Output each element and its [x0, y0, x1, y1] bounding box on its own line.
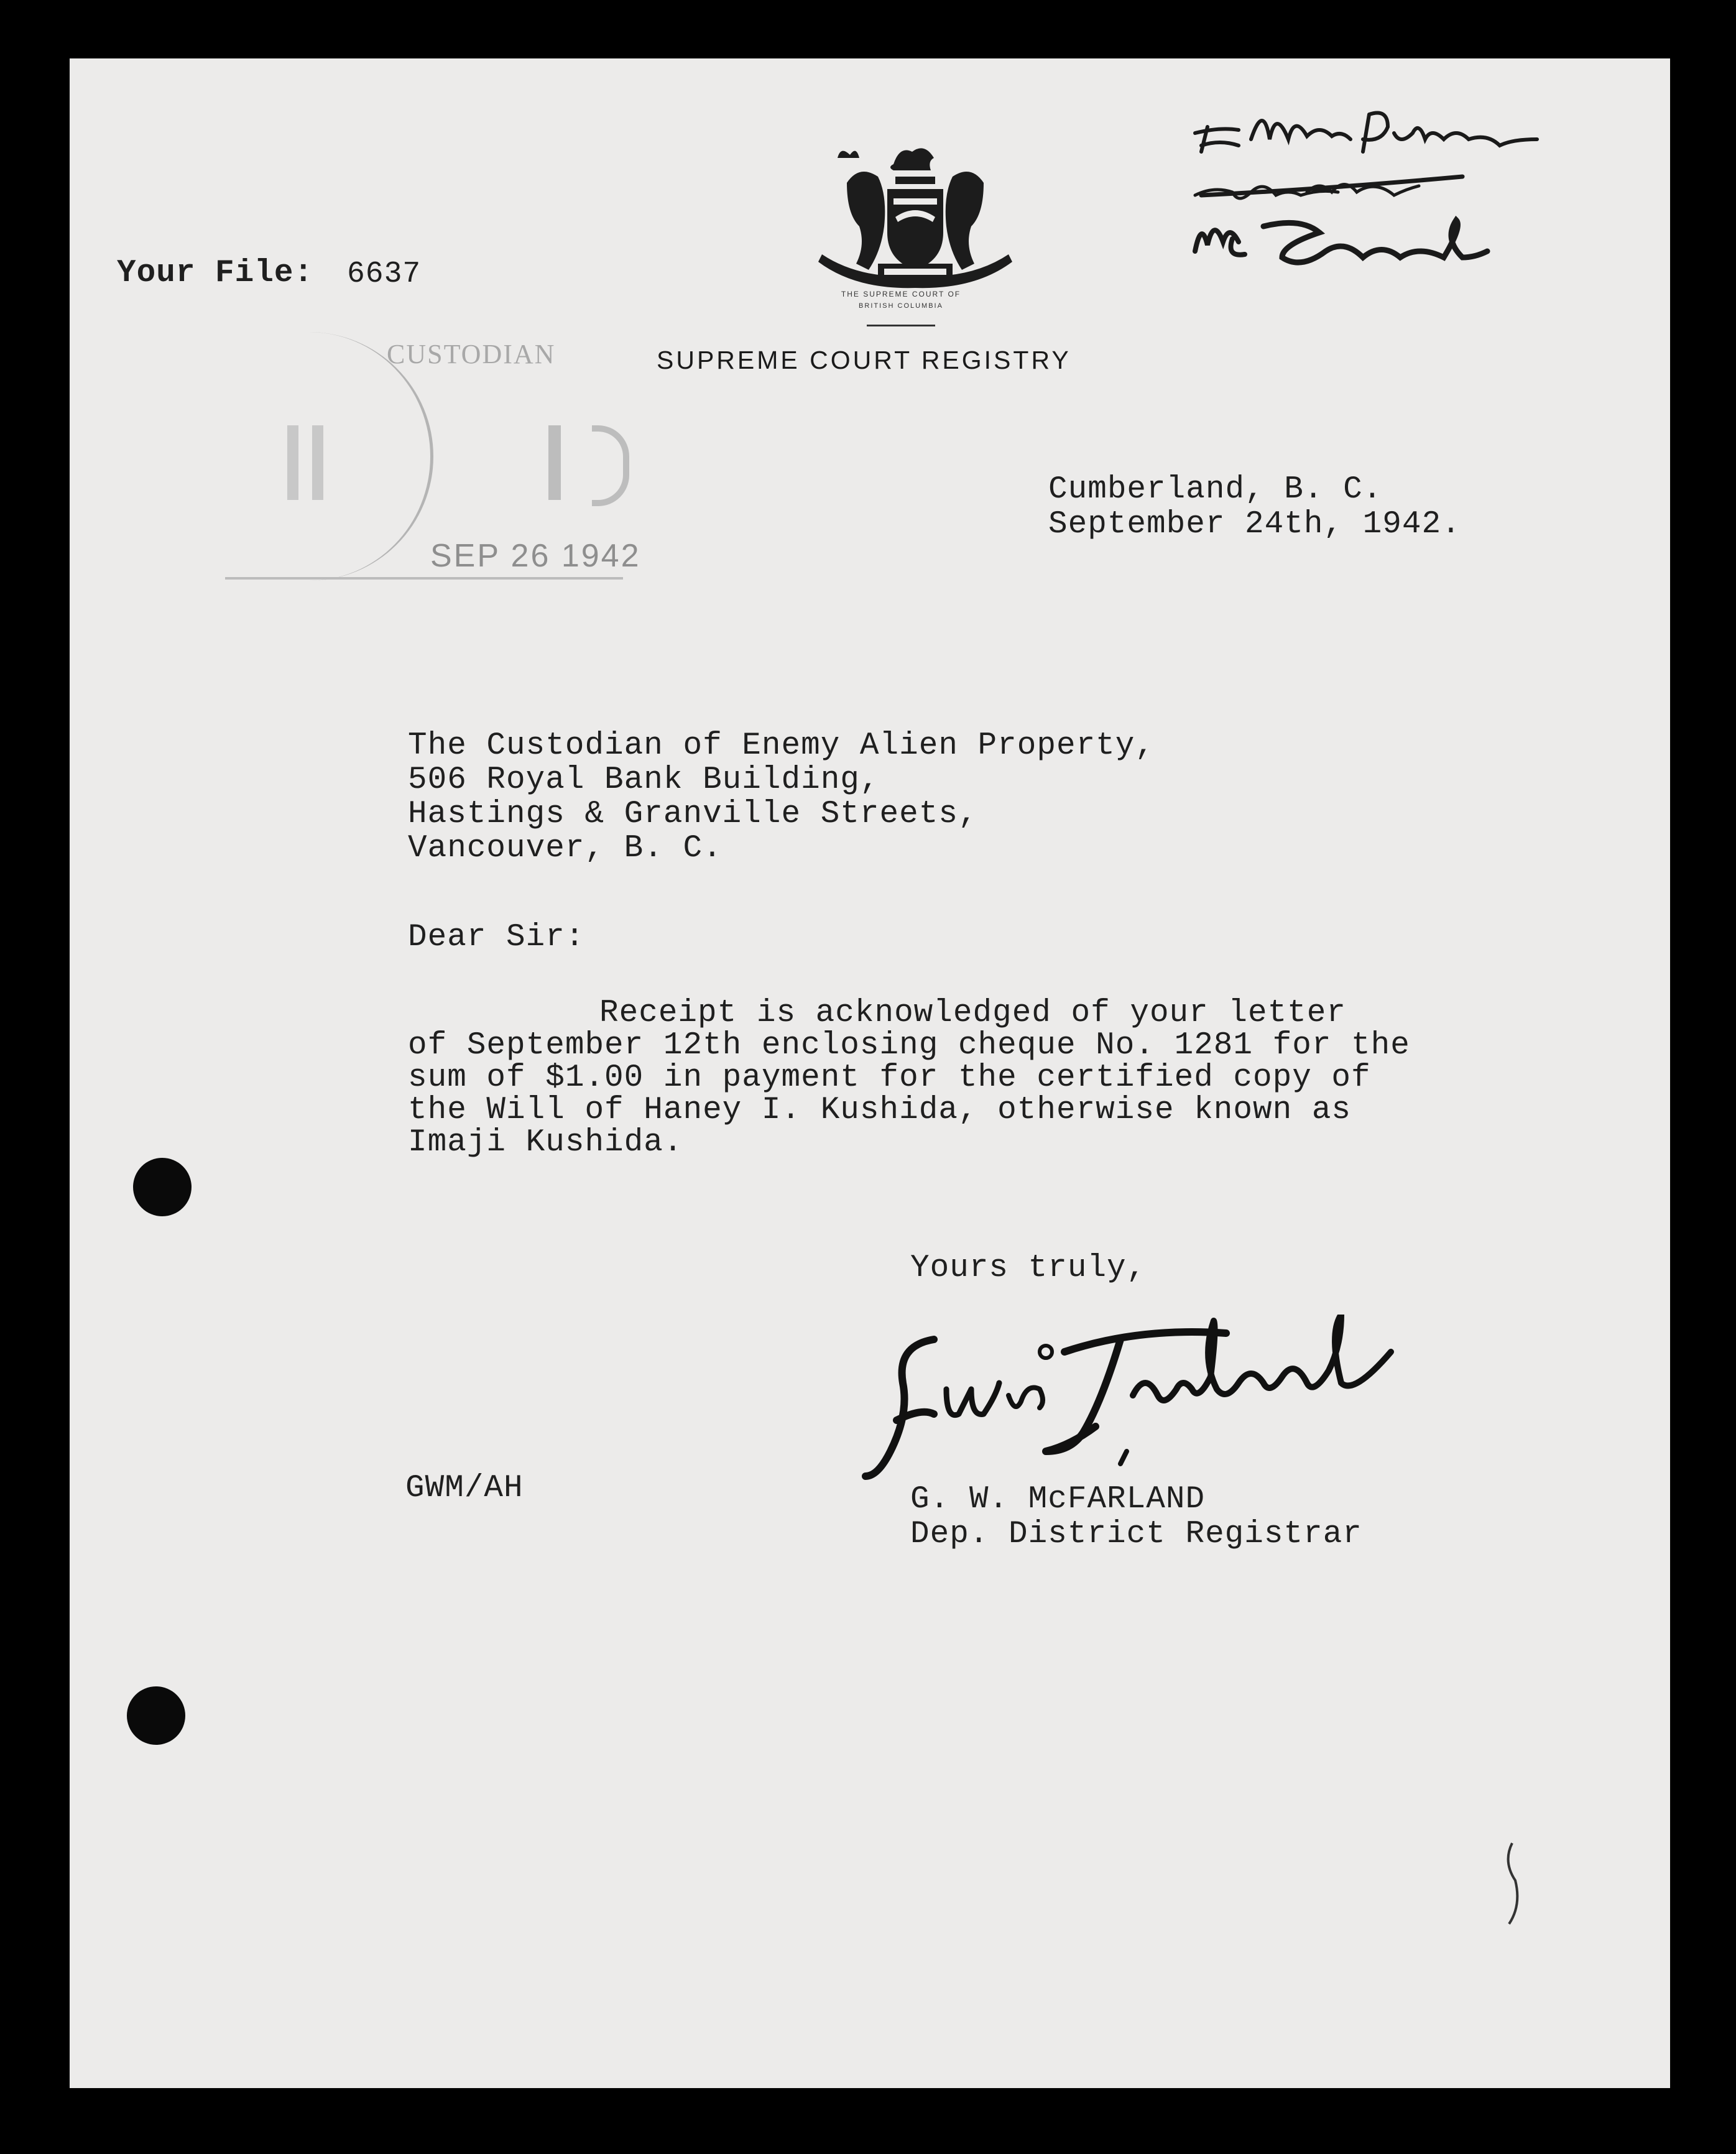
letter-date: September 24th, 1942. [1048, 507, 1461, 542]
crest-caption-line1: THE SUPREME COURT OF [841, 290, 961, 298]
addressee-line-4: Vancouver, B. C. [408, 831, 723, 866]
body-line-3: sum of $1.00 in payment for the certified copy of [408, 1060, 1371, 1096]
body-line-2: of September 12th enclosing cheque No. 1281 for the [408, 1028, 1410, 1063]
signer-name: G. W. McFARLAND [910, 1482, 1206, 1517]
registry-heading: SUPREME COURT REGISTRY [657, 346, 1071, 374]
addressee-line-3: Hastings & Granville Streets, [408, 797, 978, 832]
your-file-number: 6637 [347, 257, 422, 291]
addressee-line-2: 506 Royal Bank Building, [408, 762, 880, 798]
stamp-date: SEP 26 1942 [430, 538, 641, 574]
body-line-1: Receipt is acknowledged of your letter [599, 996, 1346, 1031]
punch-hole-bottom [127, 1686, 185, 1745]
stamp-bottom-line [225, 577, 623, 580]
letter-page [70, 58, 1670, 2088]
addressee-line-1: The Custodian of Enemy Alien Property, [408, 728, 1155, 764]
stamp-custodian: CUSTODIAN [387, 339, 556, 369]
closing: Yours truly, [910, 1250, 1147, 1286]
crest-caption-line2: BRITISH COLUMBIA [859, 302, 943, 310]
margin-mark [1500, 1837, 1525, 1936]
addressee-block [408, 729, 1155, 866]
stamp-received-faded [287, 425, 635, 506]
typist-initials: GWM/AH [405, 1471, 524, 1506]
received-stamp [225, 332, 648, 593]
body-line-5: Imaji Kushida. [408, 1125, 683, 1160]
signer-title: Dep. District Registrar [910, 1517, 1362, 1552]
body-line-4: the Will of Haney I. Kushida, otherwise known as [408, 1093, 1352, 1128]
punch-hole-top [133, 1158, 192, 1216]
coat-of-arms-crest-icon [785, 139, 1046, 351]
salutation: Dear Sir: [408, 920, 585, 955]
place: Cumberland, B. C. [1048, 472, 1383, 507]
crest-rule [867, 325, 935, 326]
your-file-label: Your File: [117, 256, 314, 291]
handwritten-routing-note [1183, 90, 1643, 313]
